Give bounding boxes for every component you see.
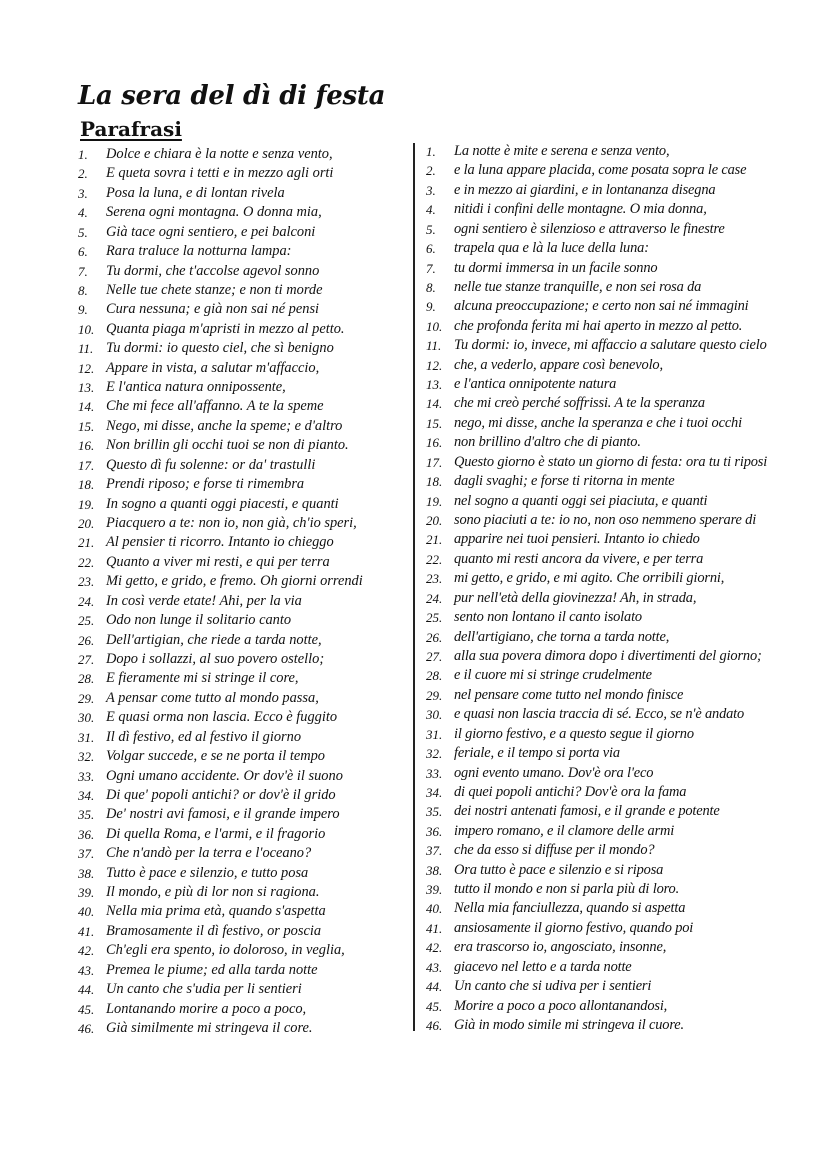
original-verse — [78, 592, 408, 611]
verse-text: Dolce e chiara è la notte e senza vento, — [106, 146, 333, 162]
original-verse — [78, 767, 408, 786]
verse-number: 10. — [78, 321, 95, 337]
verse-number: 42. — [78, 943, 95, 959]
original-verse — [78, 417, 408, 436]
verse-text: e l'antica onnipotente natura — [454, 376, 617, 393]
verse-text: Nella mia prima età, quando s'aspetta — [106, 903, 326, 920]
paraphrase-verse — [426, 686, 818, 705]
verse-text: Piacquero a te: non io, non già, ch'io speri, — [106, 515, 357, 532]
original-verse — [78, 262, 408, 281]
paraphrase-verse — [426, 530, 818, 549]
verse-number: 45. — [426, 998, 443, 1014]
verse-number: 12. — [426, 357, 443, 373]
verse-text: tutto il mondo e non si parla più di loro. — [454, 881, 680, 898]
verse-number: 3. — [78, 185, 88, 201]
verse-number: 46. — [78, 1020, 95, 1036]
paraphrase-verse — [426, 375, 818, 394]
paraphrase-verse — [426, 783, 818, 802]
verse-number: 22. — [78, 554, 95, 570]
paraphrase-verse — [426, 142, 818, 161]
paraphrase-verse — [426, 220, 818, 239]
verse-number: 18. — [426, 474, 443, 490]
verse-number: 8. — [78, 282, 88, 298]
original-verse — [78, 320, 408, 339]
original-verse — [78, 456, 408, 475]
verse-text: Tutto è pace e silenzio, e tutto posa — [106, 864, 309, 881]
verse-text: Odo non lunge il solitario canto — [106, 612, 292, 629]
verse-number: 25. — [426, 610, 443, 626]
verse-text: Già similmente mi stringeva il core. — [106, 1019, 313, 1036]
original-verse — [78, 922, 408, 941]
verse-text: dei nostri antenati famosi, e il grande e potente — [454, 803, 720, 820]
original-verse — [78, 747, 408, 766]
verse-text: Un canto che si udiva per i sentieri — [454, 978, 652, 995]
original-verse — [78, 145, 408, 164]
verse-number: 41. — [426, 920, 443, 936]
original-verse — [78, 864, 408, 883]
verse-text: ogni sentiero è silenzioso e attraverso le finestre — [454, 220, 725, 237]
verse-text: non brillino d'altro che di pianto. — [454, 434, 641, 451]
verse-number: 21. — [78, 535, 95, 551]
verse-text: e il cuore mi si stringe crudelmente — [454, 667, 652, 684]
paraphrase-verse — [426, 725, 818, 744]
verse-text: Il mondo, e più di lor non si ragiona. — [106, 884, 320, 901]
verse-text: nel pensare come tutto nel mondo finisce — [454, 686, 684, 703]
verse-number: 27. — [426, 648, 443, 664]
verse-number: 15. — [426, 415, 443, 431]
verse-number: 2. — [426, 163, 436, 179]
verse-text: Tu dormi: io, invece, mi affaccio a salutare questo cielo — [454, 337, 767, 354]
verse-text: Al pensier ti ricorro. Intanto io chieggo — [106, 534, 334, 551]
verse-text: Già tace ogni sentiero, e pei balconi — [106, 223, 316, 240]
original-verse — [78, 553, 408, 572]
original-verse — [78, 533, 408, 552]
original-verse — [78, 300, 408, 319]
verse-number: 6. — [426, 241, 436, 257]
verse-number: 44. — [426, 979, 443, 995]
verse-number: 42. — [426, 940, 443, 956]
verse-text: In sogno a quanti oggi piacesti, e quanti — [106, 495, 339, 512]
paraphrase-verse — [426, 628, 818, 647]
paraphrase-verse — [426, 822, 818, 841]
verse-text: nego, mi disse, anche la speranza e che i tuoi occhi — [454, 414, 742, 431]
verse-text: Ora tutto è pace e silenzio e si riposa — [454, 861, 664, 878]
verse-number: 44. — [78, 982, 95, 998]
original-verse — [78, 689, 408, 708]
original-verse — [78, 650, 408, 669]
verse-text: feriale, e il tempo si porta via — [454, 745, 620, 762]
verse-text: dagli svaghi; e forse ti ritorna in mente — [454, 473, 675, 490]
original-verse — [78, 242, 408, 261]
verse-number: 28. — [78, 671, 95, 687]
verse-text: Dell'artigian, che riede a tarda notte, — [106, 631, 322, 648]
column-divider — [413, 143, 415, 1031]
verse-number: 31. — [426, 726, 443, 742]
verse-text: di quei popoli antichi? Dov'è ora la fama — [454, 783, 687, 800]
verse-text: sono piaciuti a te: io no, non oso nemmeno sperare di — [454, 512, 757, 529]
original-verse — [78, 611, 408, 630]
verse-number: 27. — [78, 651, 95, 667]
verse-text: quanto mi resti ancora da vivere, e per terra — [454, 550, 704, 567]
original-verse — [78, 436, 408, 455]
verse-text: Volgar succede, e se ne porta il tempo — [106, 748, 326, 765]
verse-number: 1. — [78, 147, 88, 162]
paraphrase-column — [426, 142, 818, 1035]
verse-number: 43. — [78, 962, 95, 978]
verse-text: Già in modo simile mi stringeva il cuore. — [454, 1016, 684, 1033]
verse-number: 12. — [78, 360, 95, 376]
verse-text: Tu dormi: io questo ciel, che sì benigno — [106, 340, 334, 357]
verse-number: 9. — [426, 299, 436, 315]
verse-text: nelle tue stanze tranquille, e non sei rosa da — [454, 278, 702, 295]
original-verse — [78, 631, 408, 650]
paraphrase-verse — [426, 472, 818, 491]
paraphrase-verse — [426, 200, 818, 219]
paraphrase-verse — [426, 259, 818, 278]
verse-number: 14. — [426, 396, 443, 412]
original-verse — [78, 495, 408, 514]
original-verse — [78, 844, 408, 863]
verse-number: 46. — [426, 1017, 443, 1033]
paraphrase-verse — [426, 705, 818, 724]
verse-text: Ch'egli era spento, io doloroso, in veglia, — [106, 942, 345, 959]
original-verse — [78, 669, 408, 688]
verse-number: 39. — [78, 885, 95, 901]
verse-text: nel sogno a quanti oggi sei piaciuta, e quanti — [454, 492, 708, 509]
verse-number: 37. — [78, 846, 95, 862]
verse-text: che profonda ferita mi hai aperto in mezzo al petto. — [454, 317, 743, 334]
verse-number: 19. — [426, 493, 443, 509]
verse-text: e quasi non lascia traccia di sé. Ecco, se n'è andato — [454, 706, 745, 723]
paraphrase-verse — [426, 569, 818, 588]
verse-number: 21. — [426, 532, 443, 548]
paraphrase-verse — [426, 938, 818, 957]
paraphrase-verse — [426, 802, 818, 821]
verse-number: 28. — [426, 668, 443, 684]
verse-number: 30. — [78, 710, 95, 726]
paraphrase-verse — [426, 589, 818, 608]
verse-text: apparire nei tuoi pensieri. Intanto io chiedo — [454, 531, 700, 548]
verse-text: che, a vederlo, appare così benevolo, — [454, 356, 663, 373]
verse-number: 16. — [78, 438, 95, 454]
paraphrase-verse — [426, 356, 818, 375]
original-verse — [78, 825, 408, 844]
verse-text: nitidi i confini delle montagne. O mia donna, — [454, 201, 707, 218]
paraphrase-verse — [426, 958, 818, 977]
verse-number: 7. — [426, 260, 436, 276]
verse-text: Cura nessuna; e già non sai né pensi — [106, 301, 320, 318]
original-verse — [78, 708, 408, 727]
paraphrase-verse — [426, 880, 818, 899]
original-verse — [78, 728, 408, 747]
verse-text: Posa la luna, e di lontan rivela — [106, 184, 285, 201]
verse-text: E quasi orma non lascia. Ecco è fuggito — [106, 709, 338, 726]
verse-text: tu dormi immersa in un facile sonno — [454, 259, 658, 276]
verse-text: Nego, mi disse, anche la speme; e d'altro — [106, 417, 343, 434]
verse-text: Bramosamente il dì festivo, or poscia — [106, 922, 322, 939]
original-verse — [78, 902, 408, 921]
verse-number: 18. — [78, 477, 95, 493]
verse-number: 37. — [426, 843, 443, 859]
verse-text: mi getto, e grido, e mi agito. Che orribili giorni, — [454, 570, 725, 587]
verse-number: 40. — [426, 901, 443, 917]
paraphrase-verse — [426, 161, 818, 180]
verse-number: 3. — [426, 182, 436, 198]
verse-number: 5. — [426, 221, 436, 237]
paraphrase-verse — [426, 608, 818, 627]
verse-number: 33. — [78, 768, 95, 784]
verse-number: 29. — [426, 687, 443, 703]
verse-text: Lontanando morire a poco a poco, — [106, 1000, 307, 1017]
verse-text: impero romano, e il clamore delle armi — [454, 822, 675, 839]
verse-number: 17. — [78, 457, 95, 473]
verse-number: 38. — [78, 865, 95, 881]
verse-text: Rara traluce la notturna lampa: — [106, 243, 292, 260]
original-verse — [78, 961, 408, 980]
verse-number: 35. — [78, 807, 95, 823]
verse-number: 8. — [426, 279, 436, 295]
verse-number: 20. — [78, 516, 95, 532]
verse-text: Prendi riposo; e forse ti rimembra — [106, 476, 305, 493]
paraphrase-verse — [426, 550, 818, 569]
verse-number: 14. — [78, 399, 95, 415]
verse-text: Premea le piume; ed alla tarda notte — [106, 961, 318, 978]
original-verse — [78, 941, 408, 960]
original-verse — [78, 378, 408, 397]
verse-number: 17. — [426, 454, 443, 470]
paraphrase-verse — [426, 181, 818, 200]
verse-number: 43. — [426, 959, 443, 975]
paraphrase-verse — [426, 394, 818, 413]
verse-text: dell'artigiano, che torna a tarda notte, — [454, 628, 670, 645]
verse-text: Nelle tue chete stanze; e non ti morde — [106, 281, 323, 298]
verse-text: Che n'andò per la terra e l'oceano? — [106, 845, 312, 862]
verse-number: 5. — [78, 224, 88, 240]
verse-number: 30. — [426, 707, 443, 723]
verse-text: alla sua povera dimora dopo i divertimenti del giorno; — [454, 647, 762, 664]
verse-text: Quanta piaga m'apristi in mezzo al petto. — [106, 320, 345, 337]
verse-number: 11. — [426, 338, 442, 354]
verse-text: E fieramente mi si stringe il core, — [106, 670, 299, 687]
verse-number: 38. — [426, 862, 443, 878]
verse-number: 4. — [78, 205, 88, 221]
verse-number: 11. — [78, 341, 94, 357]
verse-text: trapela qua e là la luce della luna: — [454, 240, 649, 257]
verse-number: 1. — [426, 144, 436, 159]
verse-text: Il dì festivo, ed al festivo il giorno — [106, 728, 302, 745]
verse-number: 36. — [78, 826, 95, 842]
verse-text: che mi creò perché soffrissi. A te la speranza — [454, 395, 705, 412]
verse-text: Questo dì fu solenne: or da' trastulli — [106, 456, 316, 473]
verse-text: giacevo nel letto e a tarda notte — [454, 958, 632, 975]
paraphrase-verse — [426, 977, 818, 996]
verse-number: 32. — [426, 746, 443, 762]
original-verse — [78, 980, 408, 999]
verse-text: In così verde etate! Ahi, per la via — [106, 592, 302, 609]
original-verse — [78, 805, 408, 824]
verse-text: Di que' popoli antichi? or dov'è il grido — [106, 786, 336, 803]
verse-text: pur nell'età della giovinezza! Ah, in strada, — [454, 589, 697, 606]
paraphrase-verse — [426, 744, 818, 763]
paraphrase-verse — [426, 453, 818, 472]
verse-number: 22. — [426, 551, 443, 567]
verse-number: 36. — [426, 823, 443, 839]
paraphrase-verse — [426, 666, 818, 685]
verse-number: 40. — [78, 904, 95, 920]
verse-number: 34. — [78, 787, 95, 803]
paraphrase-verse — [426, 647, 818, 666]
verse-number: 20. — [426, 513, 443, 529]
paraphrase-verse — [426, 899, 818, 918]
verse-text: e la luna appare placida, come posata sopra le case — [454, 162, 747, 179]
original-verse — [78, 397, 408, 416]
paraphrase-verse — [426, 336, 818, 355]
paraphrase-verse — [426, 239, 818, 258]
original-poem-column — [78, 145, 408, 1038]
paraphrase-verse — [426, 278, 818, 297]
verse-text: Tu dormi, che t'accolse agevol sonno — [106, 262, 320, 279]
paraphrase-verse — [426, 764, 818, 783]
verse-text: che da esso si diffuse per il mondo? — [454, 842, 655, 859]
verse-number: 29. — [78, 690, 95, 706]
verse-text: Dopo i sollazzi, al suo povero ostello; — [106, 650, 325, 667]
verse-number: 4. — [426, 202, 436, 218]
verse-text: Non brillin gli occhi tuoi se non di pianto. — [106, 437, 349, 454]
original-verse — [78, 339, 408, 358]
verse-number: 16. — [426, 435, 443, 451]
verse-number: 7. — [78, 263, 88, 279]
verse-number: 26. — [78, 632, 95, 648]
verse-number: 6. — [78, 244, 88, 260]
verse-text: Questo giorno è stato un giorno di festa: ora tu ti riposi — [454, 453, 768, 470]
verse-number: 25. — [78, 613, 95, 629]
paraphrase-verse — [426, 297, 818, 316]
verse-text: A pensar come tutto al mondo passa, — [106, 689, 319, 706]
paraphrase-verse — [426, 841, 818, 860]
verse-text: E queta sovra i tetti e in mezzo agli orti — [106, 165, 334, 182]
verse-text: E l'antica natura onnipossente, — [106, 379, 286, 396]
paraphrase-verse — [426, 511, 818, 530]
verse-text: il giorno festivo, e a questo segue il giorno — [454, 725, 694, 742]
verse-number: 34. — [426, 784, 443, 800]
verse-text: Di quella Roma, e l'armi, e il fragorio — [106, 825, 326, 842]
verse-number: 9. — [78, 302, 88, 318]
paraphrase-verse — [426, 317, 818, 336]
original-verse — [78, 281, 408, 300]
verse-number: 33. — [426, 765, 443, 781]
verse-text: Ogni umano accidente. Or dov'è il suono — [106, 767, 343, 784]
verse-text: ogni evento umano. Dov'è ora l'eco — [454, 764, 654, 781]
verse-text: Quanto a viver mi resti, e qui per terra — [106, 553, 330, 570]
original-verse — [78, 1019, 408, 1038]
verse-text: Mi getto, e grido, e fremo. Oh giorni orrendi — [106, 573, 363, 590]
verse-text: Nella mia fanciullezza, quando si aspetta — [454, 900, 686, 917]
original-verse — [78, 184, 408, 203]
original-verse — [78, 223, 408, 242]
verse-number: 23. — [78, 574, 95, 590]
verse-text: Un canto che s'udia per li sentieri — [106, 981, 302, 998]
verse-number: 23. — [426, 571, 443, 587]
verse-number: 24. — [426, 590, 443, 606]
verse-number: 15. — [78, 418, 95, 434]
verse-number: 39. — [426, 882, 443, 898]
verse-number: 26. — [426, 629, 443, 645]
original-verse — [78, 514, 408, 533]
paraphrase-verse — [426, 919, 818, 938]
verse-text: Morire a poco a poco allontanandosi, — [454, 997, 668, 1014]
verse-text: sento non lontano il canto isolato — [454, 609, 642, 626]
original-verse — [78, 475, 408, 494]
verse-number: 41. — [78, 923, 95, 939]
verse-text: e in mezzo ai giardini, e in lontananza disegna — [454, 181, 716, 198]
verse-number: 35. — [426, 804, 443, 820]
section-heading-parafrasi: Parafrasi — [80, 117, 182, 141]
verse-number: 45. — [78, 1001, 95, 1017]
verse-number: 10. — [426, 318, 443, 334]
verse-number: 13. — [78, 380, 95, 396]
verse-number: 19. — [78, 496, 95, 512]
paraphrase-verse — [426, 1016, 818, 1035]
paraphrase-verse — [426, 492, 818, 511]
verse-number: 32. — [78, 749, 95, 765]
paraphrase-verse — [426, 997, 818, 1016]
verse-text: De' nostri avi famosi, e il grande impero — [106, 806, 340, 823]
original-verse — [78, 1000, 408, 1019]
verse-text: Serena ogni montagna. O donna mia, — [106, 204, 322, 221]
verse-text: Che mi fece all'affanno. A te la speme — [106, 398, 324, 415]
original-verse — [78, 164, 408, 183]
verse-text: alcuna preoccupazione; e certo non sai né immagini — [454, 298, 749, 315]
verse-text: Appare in vista, a salutar m'affaccio, — [106, 359, 320, 376]
page-title: La sera del dì di festa — [78, 81, 386, 111]
original-verse — [78, 883, 408, 902]
paraphrase-verse — [426, 414, 818, 433]
verse-number: 31. — [78, 729, 95, 745]
original-verse — [78, 203, 408, 222]
original-verse — [78, 786, 408, 805]
original-verse — [78, 359, 408, 378]
original-verse — [78, 572, 408, 591]
verse-number: 2. — [78, 166, 88, 182]
verse-number: 24. — [78, 593, 95, 609]
paraphrase-verse — [426, 861, 818, 880]
paraphrase-verse — [426, 433, 818, 452]
verse-number: 13. — [426, 377, 443, 393]
verse-text: La notte è mite e serena e senza vento, — [454, 143, 670, 159]
verse-text: era trascorso io, angosciato, insonne, — [454, 939, 667, 956]
verse-text: ansiosamente il giorno festivo, quando poi — [454, 919, 694, 936]
